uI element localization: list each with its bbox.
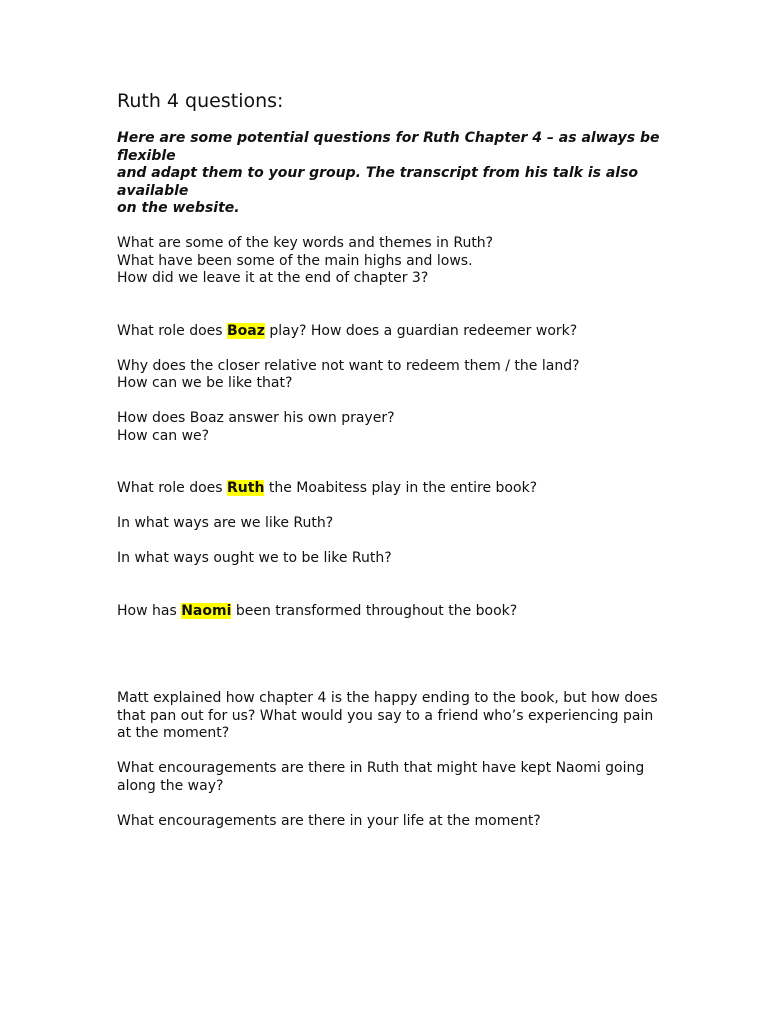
question-line: Why does the closer relative not want to redeem them / the land?: [117, 357, 580, 374]
intro-line: Here are some potential questions for Ruth Chapter 4 – as always be flexible: [117, 130, 660, 164]
question-line: along the way?: [117, 777, 224, 794]
intro-line: and adapt them to your group. The transcript from his talk is also available: [117, 165, 639, 199]
question-naomi: How has Naomi been transformed throughout the book?: [117, 602, 518, 619]
question-line: How did we leave it at the end of chapter 3?: [117, 270, 429, 286]
question-line: that pan out for us? What would you say to a friend who’s experiencing pain: [117, 707, 654, 724]
highlight-boaz: Boaz: [227, 322, 265, 339]
questions-prayer: [117, 410, 677, 445]
question-line: What are some of the key words and themes in Ruth?: [117, 235, 494, 251]
intro-line: on the website.: [117, 200, 240, 216]
question-ruth: What role does Ruth the Moabitess play in the entire book?: [117, 480, 538, 496]
question-line: at the moment?: [117, 725, 230, 741]
highlight-naomi: Naomi: [181, 602, 232, 619]
document-title: Ruth 4 questions:: [117, 90, 284, 112]
question-line: Matt explained how chapter 4 is the happy ending to the book, but how does: [117, 690, 658, 706]
question-line: What have been some of the main highs and lows.: [117, 252, 473, 269]
question-line: How can we?: [117, 427, 210, 444]
questions-overview: [117, 235, 677, 288]
questions-closer-relative: [117, 358, 677, 393]
question-happy-ending: [117, 690, 677, 743]
question-line: How can we be like that?: [117, 375, 293, 391]
highlight-ruth: Ruth: [227, 480, 265, 496]
question-line: How does Boaz answer his own prayer?: [117, 410, 395, 426]
intro-paragraph: [117, 130, 677, 218]
question-line: What encouragements are there in Ruth that might have kept Naomi going: [117, 760, 645, 776]
question-boaz: What role does Boaz play? How does a guardian redeemer work?: [117, 322, 578, 339]
question-like-ruth: In what ways are we like Ruth?: [117, 515, 334, 531]
question-encouragements-life: What encouragements are there in your life at the moment?: [117, 812, 541, 829]
question-encouragements-ruth: [117, 760, 677, 795]
document-page: [117, 88, 677, 830]
question-ought-ruth: In what ways ought we to be like Ruth?: [117, 550, 392, 566]
